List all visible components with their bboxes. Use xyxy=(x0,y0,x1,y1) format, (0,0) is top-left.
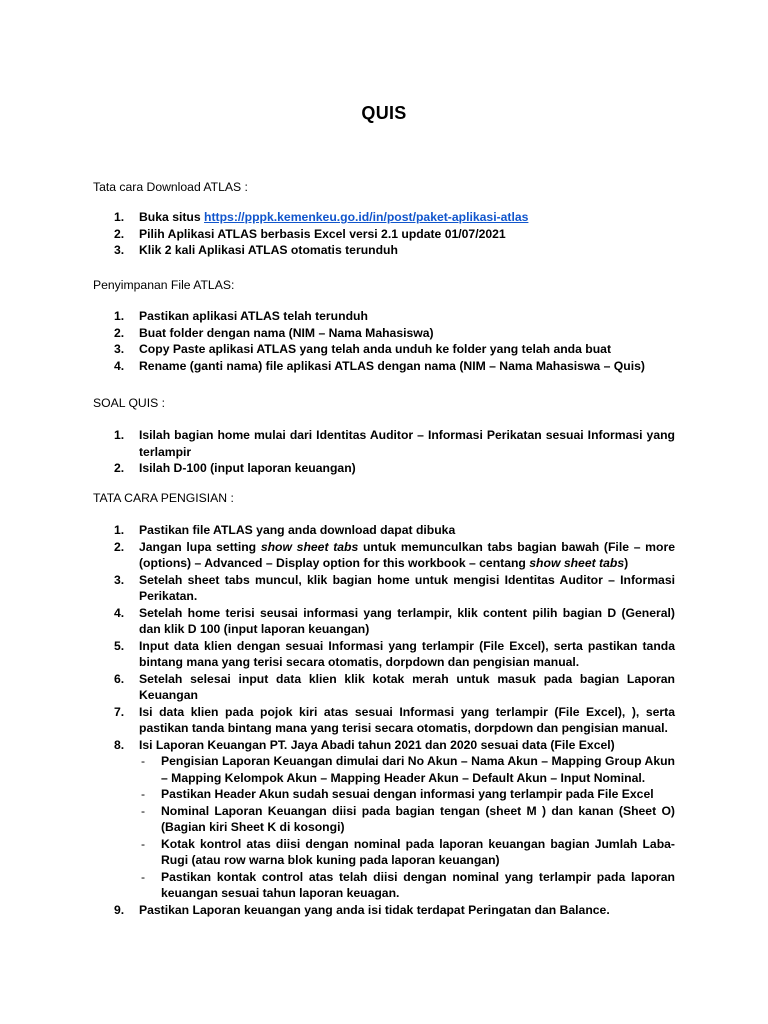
storage-heading: Penyimpanan File ATLAS: xyxy=(93,278,235,292)
filling-list xyxy=(93,522,675,918)
list-item: 2. Jangan lupa setting show sheet tabs untuk memunculkan tabs bagian bawah (File – more (options) – Advanced – Display option for this workbook – centang show sheet tabs) xyxy=(114,539,675,570)
list-item: 1. Pastikan file ATLAS yang anda download dapat dibuka xyxy=(114,523,456,537)
list-item: 1. Buka situs https://pppk.kemenkeu.go.id/in/post/paket-aplikasi-atlas xyxy=(114,210,529,224)
list-item: 3. Setelah sheet tabs muncul, klik bagian home untuk mengisi Identitas Auditor – Informasi Perikatan. xyxy=(114,572,675,603)
sub-list-item: - Nominal Laporan Keuangan diisi pada bagian tengan (sheet M ) dan kanan (Sheet O) (Bagian kiri Sheet K di kosongi) xyxy=(141,803,675,834)
document-title: QUIS xyxy=(361,103,407,123)
sub-list xyxy=(139,753,675,902)
list-item: 5. Input data klien dengan sesuai Informasi yang terlampir (File Excel), serta pastikan tanda bintang mana yang terisi secara otomatis, dorpdown dan pengisian manual. xyxy=(114,638,675,669)
list-item: 7. Isi data klien pada pojok kiri atas sesuai Informasi yang terlampir (File Excel), ), serta pastikan tanda bintang mana yang terisi secara otomatis, dorpdown dan pengisian manual. xyxy=(114,704,675,735)
atlas-download-link[interactable]: https://pppk.kemenkeu.go.id/in/post/paket-aplikasi-atlas xyxy=(204,210,529,224)
list-item: 6. Setelah selesai input data klien klik kotak merah untuk masuk pada bagian Laporan Keuangan xyxy=(114,671,675,702)
list-item: 2. Pilih Aplikasi ATLAS berbasis Excel versi 2.1 update 01/07/2021 xyxy=(114,226,506,241)
download-heading: Tata cara Download ATLAS : xyxy=(93,180,248,194)
list-item: 2. Buat folder dengan nama (NIM – Nama Mahasiswa) xyxy=(114,325,434,340)
list-item: 3. Copy Paste aplikasi ATLAS yang telah anda unduh ke folder yang telah anda buat xyxy=(114,342,612,356)
list-item: 2. Isilah D-100 (input laporan keuangan) xyxy=(114,461,356,475)
sub-list-item: - Pengisian Laporan Keuangan dimulai dari No Akun – Nama Akun – Mapping Group Akun – Mapping Kelompok Akun – Mapping Header Akun – Default Akun – Input Nominal. xyxy=(141,754,675,785)
sub-list-item: - Pastikan Header Akun sudah sesuai dengan informasi yang terlampir pada File Excel xyxy=(141,787,654,801)
list-item: 4. Rename (ganti nama) file aplikasi ATLAS dengan nama (NIM – Nama Mahasiswa – Quis) xyxy=(114,358,645,373)
list-item: 9. Pastikan Laporan keuangan yang anda isi tidak terdapat Peringatan dan Balance. xyxy=(114,902,610,917)
quiz-heading: SOAL QUIS : xyxy=(93,396,166,410)
list-item: 1. Pastikan aplikasi ATLAS telah terunduh xyxy=(114,309,368,323)
sub-list-item: - Kotak kontrol atas diisi dengan nominal pada laporan keuangan bagian Jumlah Laba-Rugi (atau row warna blok kuning pada laporan keuangan) xyxy=(141,836,675,867)
list-item: 1. Isilah bagian home mulai dari Identitas Auditor – Informasi Perikatan sesuai Informasi yang terlampir xyxy=(114,428,675,459)
list-item: 3. Klik 2 kali Aplikasi ATLAS otomatis terunduh xyxy=(114,243,398,257)
storage-list xyxy=(93,308,675,374)
quiz-list xyxy=(93,427,675,477)
sub-list-item: - Pastikan kontak control atas telah diisi dengan nominal yang terlampir pada laporan keuangan sesuai tahun laporan keuagan. xyxy=(141,869,675,900)
list-item: 4. Setelah home terisi seusai informasi yang terlampir, klik content pilih bagian D (General) dan klik D 100 (input laporan keuangan) xyxy=(114,605,675,636)
download-list xyxy=(93,209,675,259)
filling-heading: TATA CARA PENGISIAN : xyxy=(93,491,234,505)
list-item: 8. Isi Laporan Keuangan PT. Jaya Abadi tahun 2021 dan 2020 sesuai data (File Excel) - Pengisian Laporan Keuangan dimulai dari No Akun – Nama Akun – Mapping Group Akun – Mapping Kelompok Akun – Mapping Header Akun – Default Akun – Input Nominal. - Pastikan Header Akun sudah sesuai dengan informasi yang terlampir pada File Excel - Nominal Laporan Keuangan diisi pada bagian tengan (sheet M ) dan kanan (Sheet O) (Bagian kiri Sheet K di kosongi) - Kotak kontrol atas diisi dengan nominal pada laporan keuangan bagian Jumlah Laba-Rugi (atau row warna blok kuning pada laporan keuangan) - Pastikan kontak control atas telah diisi dengan nominal yang terlampir pada laporan keuangan sesuai tahun laporan keuagan. xyxy=(114,737,675,900)
